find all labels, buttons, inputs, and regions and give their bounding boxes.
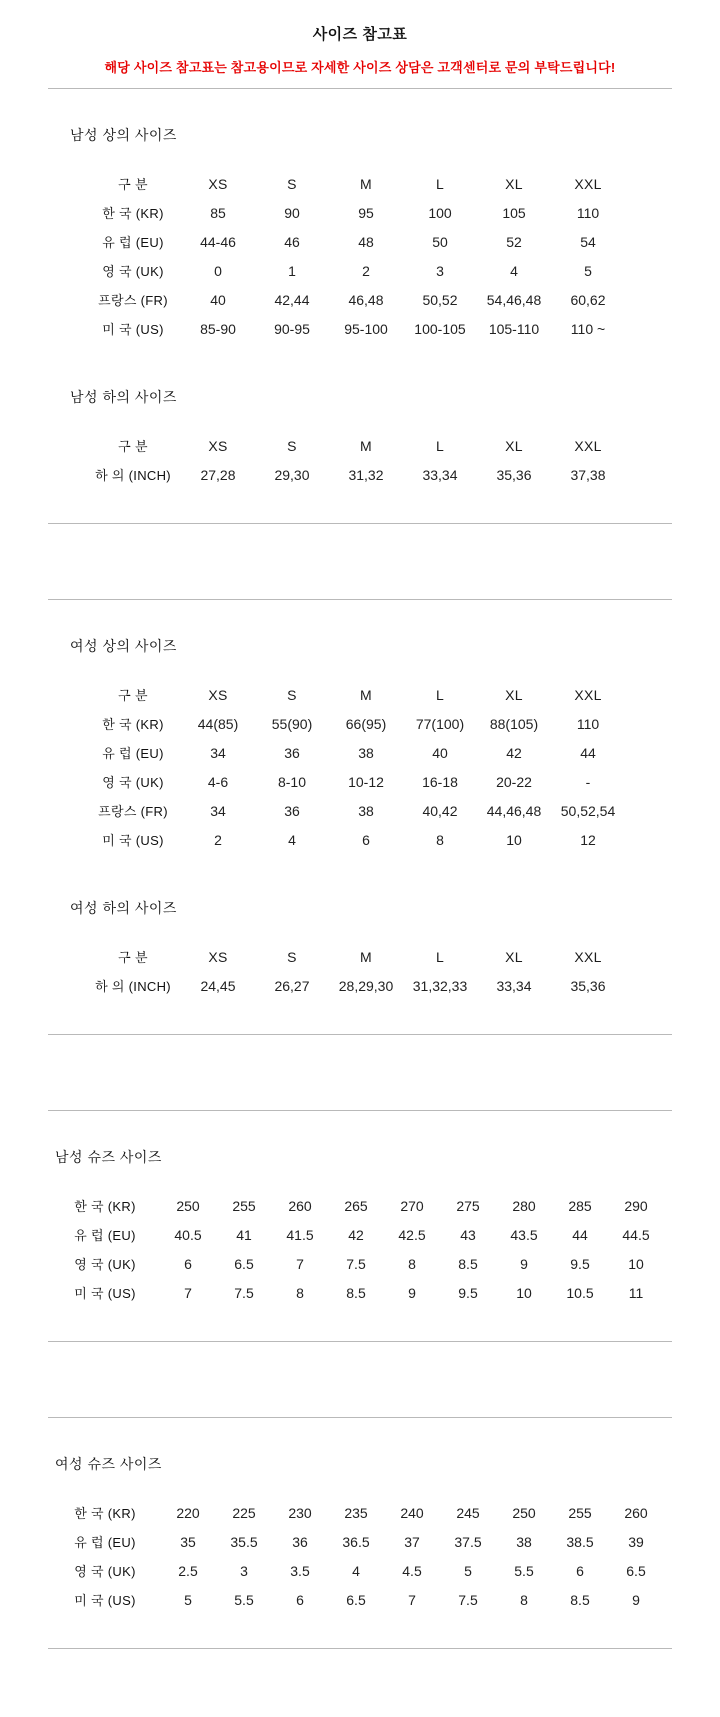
header-label: 구 분 <box>118 439 148 454</box>
row-label: 한 국 (KR) <box>102 206 164 221</box>
section-title-men-top: 남성 상의 사이즈 <box>70 127 177 143</box>
size-cell: 48 <box>358 233 374 250</box>
size-cell: 105 <box>502 204 526 221</box>
table-row <box>50 1191 664 1220</box>
size-cell: 85 <box>210 204 226 221</box>
size-cell: 60,62 <box>570 291 606 308</box>
size-cell: 35,36 <box>570 977 606 994</box>
notice-text: 해당 사이즈 참고표는 참고용이므로 자세한 사이즈 상담은 고객센터로 문의 부탁드립니다! <box>104 60 616 75</box>
row-label: 하 의 (INCH) <box>95 468 171 483</box>
size-cell: 10.5 <box>566 1284 594 1301</box>
men-top-size-table <box>85 169 625 343</box>
size-cell: 6 <box>296 1591 304 1608</box>
column-header: XS <box>208 948 228 965</box>
page-header <box>0 0 720 76</box>
section-title-women-shoes: 여성 슈즈 사이즈 <box>55 1456 162 1472</box>
size-cell: 95-100 <box>344 320 388 337</box>
column-header: XXL <box>574 686 602 703</box>
women-shoes-section <box>0 1454 720 1614</box>
divider <box>48 1034 672 1035</box>
size-cell: 105-110 <box>488 320 540 337</box>
size-cell: 8.5 <box>570 1591 590 1608</box>
table-row <box>85 227 625 256</box>
size-cell: 42 <box>348 1226 364 1243</box>
size-cell: 9 <box>408 1284 416 1301</box>
table-row <box>85 709 625 738</box>
size-cell: 24,45 <box>200 977 236 994</box>
column-header: M <box>360 948 372 965</box>
size-cell: 9 <box>632 1591 640 1608</box>
table-row <box>50 1220 664 1249</box>
size-cell: 7.5 <box>234 1284 254 1301</box>
size-cell: 40.5 <box>174 1226 202 1243</box>
size-cell: 36 <box>284 744 300 761</box>
size-cell: 44-46 <box>200 233 236 250</box>
size-cell: 0 <box>214 262 222 279</box>
table-row <box>85 314 625 343</box>
table-row <box>85 256 625 285</box>
size-cell: 7 <box>408 1591 416 1608</box>
size-cell: 36 <box>284 802 300 819</box>
women-shoes-size-table <box>50 1498 664 1614</box>
size-cell: 33,34 <box>422 466 458 483</box>
men-bottom-size-table <box>85 431 625 489</box>
size-cell: 34 <box>210 744 226 761</box>
table-row <box>50 1498 664 1527</box>
size-cell: 35.5 <box>230 1533 258 1550</box>
size-cell: 46 <box>284 233 300 250</box>
size-cell: 8 <box>436 831 444 848</box>
header-label: 구 분 <box>118 950 148 965</box>
row-label: 유 럽 (EU) <box>102 235 164 250</box>
divider <box>48 1341 672 1342</box>
size-cell: 260 <box>624 1504 648 1521</box>
size-cell: 3 <box>240 1562 248 1579</box>
divider <box>48 88 672 89</box>
table-row <box>85 460 625 489</box>
size-cell: 285 <box>568 1197 592 1214</box>
column-header: L <box>435 175 445 192</box>
size-cell: 54,46,48 <box>486 291 542 308</box>
size-cell: 35,36 <box>496 466 532 483</box>
page-title: 사이즈 참고표 <box>312 26 408 43</box>
table-row <box>85 738 625 767</box>
size-cell: 85-90 <box>200 320 236 337</box>
column-header: XS <box>208 175 228 192</box>
women-bottom-size-table <box>85 942 625 1000</box>
men-top-section <box>0 125 720 489</box>
column-header: M <box>360 437 372 454</box>
size-cell: 44(85) <box>197 715 239 732</box>
size-cell: 6.5 <box>346 1591 366 1608</box>
table-header-row <box>85 942 625 971</box>
size-cell: 54 <box>580 233 596 250</box>
size-cell: 37.5 <box>454 1533 482 1550</box>
size-cell: 41.5 <box>286 1226 314 1243</box>
column-header: M <box>360 175 372 192</box>
row-label: 미 국 (US) <box>102 322 164 337</box>
size-cell: 38 <box>358 802 374 819</box>
table-row <box>85 796 625 825</box>
size-cell: 235 <box>344 1504 368 1521</box>
size-cell: 66(95) <box>345 715 387 732</box>
size-cell: 26,27 <box>274 977 310 994</box>
size-cell: 40 <box>210 291 226 308</box>
divider <box>48 1110 672 1111</box>
size-cell: 28,29,30 <box>338 977 394 994</box>
column-header: L <box>435 686 445 703</box>
divider <box>48 599 672 600</box>
table-row <box>85 971 625 1000</box>
size-cell: 42.5 <box>398 1226 426 1243</box>
size-cell: 41 <box>236 1226 252 1243</box>
size-cell: 5.5 <box>514 1562 534 1579</box>
size-cell: 10 <box>506 831 522 848</box>
size-cell: 240 <box>400 1504 424 1521</box>
size-cell: 110 <box>576 204 600 221</box>
men-shoes-section <box>0 1147 720 1307</box>
row-label: 유 럽 (EU) <box>74 1228 136 1243</box>
size-cell: 7.5 <box>458 1591 478 1608</box>
column-header: XL <box>505 175 523 192</box>
size-cell: 230 <box>288 1504 312 1521</box>
table-header-row <box>85 680 625 709</box>
row-label: 프랑스 (FR) <box>98 804 168 819</box>
size-cell: 9.5 <box>458 1284 478 1301</box>
size-cell: 39 <box>628 1533 644 1550</box>
column-header: XXL <box>574 437 602 454</box>
size-cell: 4 <box>510 262 518 279</box>
table-row <box>50 1278 664 1307</box>
row-label: 미 국 (US) <box>102 833 164 848</box>
size-cell: 7 <box>184 1284 192 1301</box>
size-cell: 255 <box>232 1197 256 1214</box>
size-cell: 8 <box>296 1284 304 1301</box>
row-label: 영 국 (UK) <box>74 1257 136 1272</box>
size-cell: 29,30 <box>274 466 310 483</box>
size-cell: 7 <box>296 1255 304 1272</box>
column-header: XL <box>505 948 523 965</box>
size-cell: 12 <box>580 831 596 848</box>
size-cell: 110 <box>576 715 600 732</box>
size-cell: 290 <box>624 1197 648 1214</box>
size-cell: 95 <box>358 204 374 221</box>
size-cell: 10 <box>628 1255 644 1272</box>
row-label: 미 국 (US) <box>74 1286 136 1301</box>
size-cell: 44,46,48 <box>486 802 542 819</box>
size-cell: 2 <box>362 262 370 279</box>
table-row <box>85 767 625 796</box>
size-cell: 10 <box>516 1284 532 1301</box>
size-cell: 270 <box>400 1197 424 1214</box>
size-cell: 6.5 <box>234 1255 254 1272</box>
size-cell: 8 <box>520 1591 528 1608</box>
column-header: M <box>360 686 372 703</box>
section-title-women-top: 여성 상의 사이즈 <box>70 638 177 654</box>
row-label: 한 국 (KR) <box>74 1199 136 1214</box>
column-header: XS <box>208 437 228 454</box>
size-cell: 44 <box>572 1226 588 1243</box>
row-label: 영 국 (UK) <box>74 1564 136 1579</box>
size-cell: 38 <box>358 744 374 761</box>
column-header: S <box>287 686 297 703</box>
size-cell: 9.5 <box>570 1255 590 1272</box>
header-label: 구 분 <box>118 688 148 703</box>
size-cell: 5 <box>464 1562 472 1579</box>
size-cell: 35 <box>180 1533 196 1550</box>
column-header: XL <box>505 437 523 454</box>
size-cell: 16-18 <box>422 773 458 790</box>
table-row <box>50 1249 664 1278</box>
size-cell: 44.5 <box>622 1226 650 1243</box>
column-header: L <box>435 948 445 965</box>
size-cell: 4 <box>352 1562 360 1579</box>
size-cell: 88(105) <box>489 715 539 732</box>
size-cell: 245 <box>456 1504 480 1521</box>
size-cell: 90 <box>284 204 300 221</box>
size-cell: 77(100) <box>415 715 465 732</box>
divider <box>48 1417 672 1418</box>
size-cell: 50,52 <box>422 291 458 308</box>
size-cell: 2 <box>214 831 222 848</box>
size-cell: 1 <box>288 262 296 279</box>
table-header-row <box>85 431 625 460</box>
size-cell: 280 <box>512 1197 536 1214</box>
size-cell: 4 <box>288 831 296 848</box>
size-cell: 100-105 <box>414 320 466 337</box>
section-title-men-bottom: 남성 하의 사이즈 <box>70 389 177 405</box>
row-label: 영 국 (UK) <box>102 264 164 279</box>
size-cell: 250 <box>176 1197 200 1214</box>
table-row <box>85 825 625 854</box>
size-cell: 8-10 <box>277 773 307 790</box>
size-cell: 255 <box>568 1504 592 1521</box>
section-title-men-shoes: 남성 슈즈 사이즈 <box>55 1149 162 1165</box>
size-cell: 40 <box>432 744 448 761</box>
size-cell: 5 <box>584 262 592 279</box>
table-row <box>85 198 625 227</box>
column-header: S <box>287 948 297 965</box>
section-title-women-bottom: 여성 하의 사이즈 <box>70 900 177 916</box>
size-cell: 40,42 <box>422 802 458 819</box>
size-cell: 6 <box>184 1255 192 1272</box>
size-cell: 8.5 <box>458 1255 478 1272</box>
men-shoes-size-table <box>50 1191 664 1307</box>
row-label: 한 국 (KR) <box>102 717 164 732</box>
size-cell: 31,32,33 <box>412 977 468 994</box>
size-cell: - <box>585 773 591 790</box>
size-cell: 33,34 <box>496 977 532 994</box>
column-header: L <box>435 437 445 454</box>
size-cell: 11 <box>628 1284 644 1301</box>
size-cell: 43 <box>460 1226 476 1243</box>
size-cell: 3 <box>436 262 444 279</box>
size-cell: 46,48 <box>348 291 384 308</box>
size-cell: 275 <box>456 1197 480 1214</box>
size-cell: 7.5 <box>346 1255 366 1272</box>
size-cell: 220 <box>176 1504 200 1521</box>
size-cell: 6 <box>576 1562 584 1579</box>
size-cell: 5.5 <box>234 1591 254 1608</box>
divider <box>48 523 672 524</box>
size-cell: 55(90) <box>271 715 313 732</box>
size-cell: 3.5 <box>290 1562 310 1579</box>
table-row <box>50 1585 664 1614</box>
row-label: 한 국 (KR) <box>74 1506 136 1521</box>
women-top-section <box>0 636 720 1000</box>
size-cell: 265 <box>344 1197 368 1214</box>
size-cell: 110 ~ <box>570 320 606 337</box>
table-row <box>85 285 625 314</box>
size-cell: 8 <box>408 1255 416 1272</box>
row-label: 유 럽 (EU) <box>74 1535 136 1550</box>
column-header: S <box>287 437 297 454</box>
size-cell: 44 <box>580 744 596 761</box>
column-header: XL <box>505 686 523 703</box>
size-cell: 20-22 <box>496 773 532 790</box>
column-header: XXL <box>574 175 602 192</box>
women-top-size-table <box>85 680 625 854</box>
size-cell: 2.5 <box>178 1562 198 1579</box>
size-cell: 100 <box>428 204 452 221</box>
size-cell: 4-6 <box>207 773 229 790</box>
size-cell: 90-95 <box>274 320 310 337</box>
size-cell: 8.5 <box>346 1284 366 1301</box>
size-cell: 37,38 <box>570 466 606 483</box>
table-header-row <box>85 169 625 198</box>
size-cell: 250 <box>512 1504 536 1521</box>
size-cell: 50 <box>432 233 448 250</box>
row-label: 하 의 (INCH) <box>95 979 171 994</box>
size-cell: 6.5 <box>626 1562 646 1579</box>
row-label: 미 국 (US) <box>74 1593 136 1608</box>
size-cell: 37 <box>404 1533 420 1550</box>
size-cell: 38 <box>516 1533 532 1550</box>
column-header: S <box>287 175 297 192</box>
size-cell: 38.5 <box>566 1533 594 1550</box>
size-cell: 27,28 <box>200 466 236 483</box>
size-cell: 52 <box>506 233 522 250</box>
size-cell: 36 <box>292 1533 308 1550</box>
size-cell: 31,32 <box>348 466 384 483</box>
bottom-whitespace <box>0 1649 720 1717</box>
size-cell: 225 <box>232 1504 256 1521</box>
column-header: XXL <box>574 948 602 965</box>
size-cell: 6 <box>362 831 370 848</box>
size-cell: 42 <box>506 744 522 761</box>
row-label: 영 국 (UK) <box>102 775 164 790</box>
size-cell: 9 <box>520 1255 528 1272</box>
size-cell: 34 <box>210 802 226 819</box>
table-row <box>50 1556 664 1585</box>
row-label: 프랑스 (FR) <box>98 293 168 308</box>
size-cell: 260 <box>288 1197 312 1214</box>
row-label: 유 럽 (EU) <box>102 746 164 761</box>
size-cell: 43.5 <box>510 1226 538 1243</box>
size-cell: 4.5 <box>402 1562 422 1579</box>
size-cell: 36.5 <box>342 1533 370 1550</box>
size-cell: 10-12 <box>348 773 384 790</box>
size-cell: 50,52,54 <box>560 802 616 819</box>
size-cell: 5 <box>184 1591 192 1608</box>
size-cell: 42,44 <box>274 291 310 308</box>
table-row <box>50 1527 664 1556</box>
column-header: XS <box>208 686 228 703</box>
header-label: 구 분 <box>118 177 148 192</box>
